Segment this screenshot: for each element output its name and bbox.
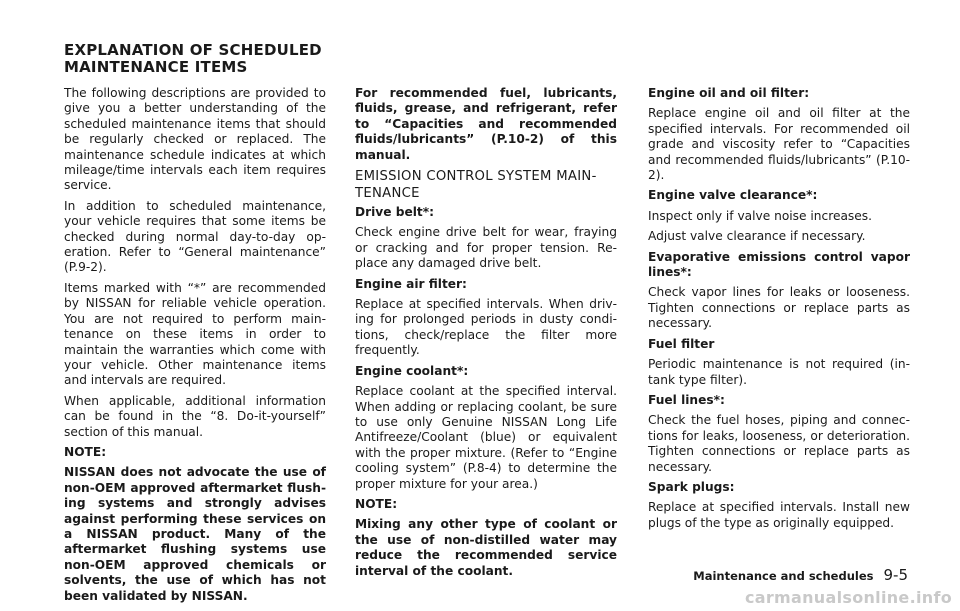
footer-section-name: Maintenance and schedules [693, 569, 874, 583]
bold-paragraph: Drive belt*: [355, 205, 434, 220]
text-column-3 [648, 86, 910, 536]
bold-paragraph: Engine valve clearance*: [648, 188, 818, 203]
section-heading: EMISSION CONTROL SYSTEM MAINTENANCE [355, 169, 597, 201]
paragraph: Replace at specified intervals. When driving for prolonged periods in dusty conditions, check/replace the filter more frequently. [355, 297, 617, 358]
bold-paragraph: Mixing any other type of coolant or the use of non-distilled water may reduce the recommended service interval of the coolant. [355, 517, 617, 578]
bold-paragraph: Evaporative emissions control vapor lines*: [648, 249, 910, 280]
page-title: EXPLANATION OF SCHEDULED MAINTENANCE ITEMS [64, 41, 322, 76]
text-column-2 [355, 86, 617, 584]
paragraph: Periodic maintenance is not required (in-tank type filter). [648, 357, 910, 387]
bold-paragraph: Fuel lines*: [648, 392, 725, 407]
bold-paragraph: For recommended fuel, lubricants, fluids, grease, and refrigerant, refer to “Capacities and recommended fluids/lubricants” (P.10-2) of this manual. [355, 86, 617, 162]
bold-paragraph: Engine coolant*: [355, 363, 469, 378]
bold-paragraph: Fuel filter [648, 336, 715, 351]
paragraph: Check the fuel hoses, piping and connections for leaks, looseness, or deterioration. Tighten connections or replace parts as necessary. [648, 413, 910, 474]
bold-paragraph: Engine oil and oil filter: [648, 86, 810, 100]
text-column-1 [64, 86, 326, 609]
bold-paragraph: NOTE: [64, 444, 107, 459]
paragraph: The following descriptions are provided to give you a better understanding of the scheduled maintenance items that should be regularly checked or replaced. The maintenance schedule indicates at which mileage/time intervals each item requires service. [64, 86, 326, 193]
watermark: carmanualsonline.info [744, 588, 952, 607]
paragraph: Check engine drive belt for wear, fraying or cracking and for proper tension. Replace any damaged drive belt. [355, 225, 617, 271]
paragraph: Items marked with “*” are recommended by NISSAN for reliable vehicle operation. You are not required to perform maintenance on these items in order to maintain the warranties which come with your vehicle. Other maintenance items and intervals are required. [64, 280, 326, 388]
paragraph: Inspect only if valve noise increases. [648, 208, 872, 223]
paragraph: Check vapor lines for leaks or looseness. Tighten connections or replace parts as necessary. [648, 285, 910, 331]
bold-paragraph: Spark plugs: [648, 479, 735, 494]
paragraph: In addition to scheduled maintenance, your vehicle requires that some items be checked during normal day-to-day operation. Refer to “General maintenance” (P.9-2). [64, 198, 326, 275]
bold-paragraph: NOTE: [355, 496, 398, 511]
paragraph: Replace engine oil and oil filter at the specified intervals. For recommended oil grade and viscosity refer to “Capacities and recommended fluids/lubricants” (P.10-2). [648, 106, 910, 183]
paragraph: Replace at specified intervals. Install new plugs of the type as originally equipped. [648, 500, 910, 530]
page-number: 9-5 [883, 566, 908, 584]
paragraph: When applicable, additional information can be found in the “8. Do-it-yourself” section of this manual. [64, 393, 326, 439]
bold-paragraph: NISSAN does not advocate the use of non-OEM approved aftermarket flushing systems and strongly advises against performing these services on a NISSAN product. Many of the aftermarket flushing systems use non-OEM approved chemicals or solvents, the use of which has not been validated by NISSAN. [64, 465, 326, 603]
paragraph: Adjust valve clearance if necessary. [648, 229, 866, 244]
paragraph: Replace coolant at the specified interval. When adding or replacing coolant, be sure to use only Genuine NISSAN Long Life Antifreeze/Coolant (blue) or equivalent with the proper mixture. (Refer to “Engine cooling system” (P.8-4) to determine the proper mixture for your area.) [355, 384, 617, 491]
page-footer [693, 566, 908, 584]
bold-paragraph: Engine air filter: [355, 276, 467, 291]
